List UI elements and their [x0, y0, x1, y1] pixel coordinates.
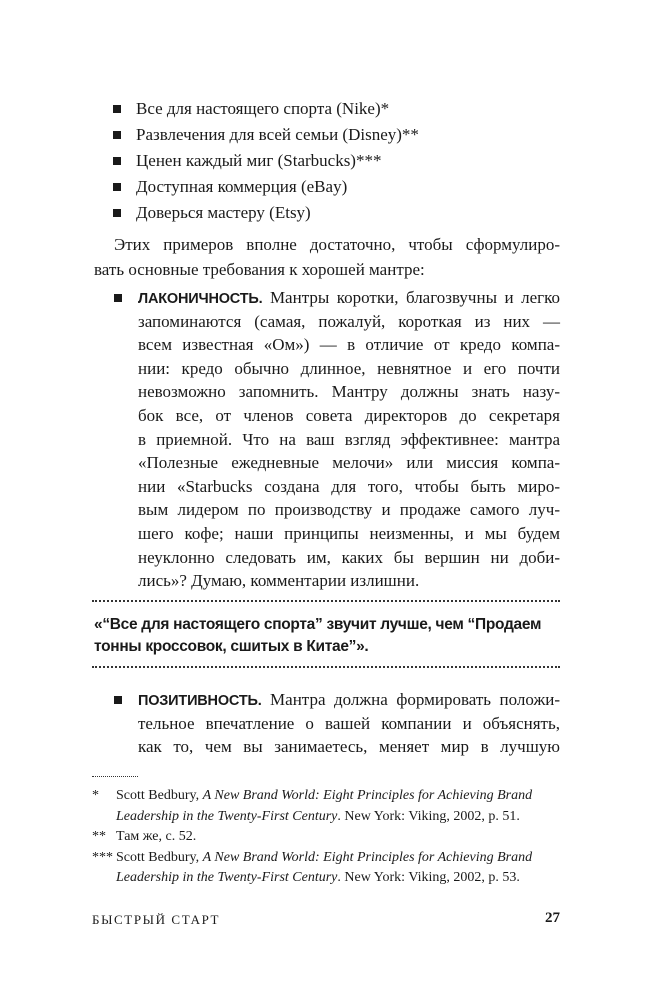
dotted-divider	[92, 600, 560, 602]
text-line: как то, чем вы занимаетесь, меняет мир в лучшую	[138, 737, 560, 757]
list-item: Развлечения для всей семьи (Disney)**	[112, 122, 572, 148]
text-line: лись»? Думаю, комментарии излишни.	[138, 571, 420, 591]
brand-mantra-list	[112, 96, 572, 226]
square-bullet-icon	[113, 209, 121, 217]
text-line: Этих примеров вполне достаточно, чтобы сформулиро-	[114, 235, 560, 254]
square-bullet-icon	[113, 183, 121, 191]
text-line: Scott Bedbury, A New Brand World: Eight Principles for Achieving Brand	[116, 788, 533, 803]
brevity-section	[116, 286, 560, 593]
text-line: бок все, от членов совета директоров до секретаря	[138, 405, 560, 425]
text-line: Там же, с. 52.	[116, 829, 197, 844]
section-heading: ЛАКОНИЧНОСТЬ.	[138, 291, 263, 307]
text-line: тельное впечатление о вашей компании и объяснять,	[138, 713, 560, 733]
text-line: Leadership in the Twenty-First Century. New York: Viking, 2002, p. 53.	[116, 870, 520, 885]
footnote	[92, 827, 562, 848]
footnote	[92, 848, 562, 889]
footnote-mark: *	[92, 788, 99, 803]
text-line: нии: кредо обычно длинное, невнятное и его почти	[138, 358, 560, 378]
dotted-divider	[92, 666, 560, 668]
square-bullet-icon	[114, 696, 122, 704]
footnote-mark: **	[92, 829, 106, 844]
list-item: Доступная коммерция (eBay)	[112, 174, 572, 200]
text-line: «Полезные ежедневные мелочи» или миссия компа-	[138, 453, 560, 473]
square-bullet-icon	[113, 131, 121, 139]
text-line: вать основные требования к хорошей мантре:	[94, 260, 425, 280]
text-line: в приемной. Что на ваш взгляд эффективнее: мантра	[138, 429, 560, 449]
page-number: 27	[545, 910, 560, 926]
text-line: невозможно запомнить. Мантру должны знать назу-	[138, 382, 560, 402]
footnote-separator	[92, 776, 138, 777]
text-line: нии «Starbucks создана для того, чтобы быть миро-	[138, 476, 560, 496]
list-item: Ценен каждый миг (Starbucks)***	[112, 148, 572, 174]
list-item: Все для настоящего спорта (Nike)*	[112, 96, 572, 122]
footnotes	[92, 786, 562, 889]
text-line: тонны кроссовок, сшитых в Китае”».	[94, 638, 369, 655]
text-line: неуклонно следовать им, каких бы вершин ни доби-	[138, 547, 560, 567]
text-line: «“Все для настоящего спорта” звучит лучше, чем “Продаем	[94, 616, 542, 633]
square-bullet-icon	[113, 105, 121, 113]
text-line: всем известная «Ом») — в отличие от кредо компа-	[138, 335, 560, 355]
intro-paragraph	[94, 232, 560, 283]
text-line: Scott Bedbury, A New Brand World: Eight Principles for Achieving Brand	[116, 849, 533, 865]
text-line: Leadership in the Twenty-First Century. New York: Viking, 2002, p. 51.	[116, 808, 520, 824]
text-line: шего кофе; наши принципы неизменны, и мы будем	[138, 523, 560, 543]
footnote	[92, 786, 562, 827]
square-bullet-icon	[114, 294, 122, 302]
list-item: Доверься мастеру (Etsy)	[112, 200, 572, 226]
square-bullet-icon	[113, 157, 121, 165]
text-line: вым лидером по производству и продаже самого луч-	[138, 500, 560, 520]
section-heading: ПОЗИТИВНОСТЬ.	[138, 693, 262, 709]
running-footer-title: БЫСТРЫЙ СТАРТ	[92, 912, 221, 927]
pull-quote	[94, 614, 560, 658]
text-line: ЛАКОНИЧНОСТЬ. Мантры коротки, благозвучны и легко	[116, 286, 560, 310]
text-line: запоминаются (самая, пожалуй, короткая из них —	[138, 311, 560, 331]
footnote-mark: ***	[92, 849, 113, 865]
positivity-section	[116, 688, 560, 759]
text-line: ПОЗИТИВНОСТЬ. Мантра должна формировать положи-	[116, 688, 560, 712]
